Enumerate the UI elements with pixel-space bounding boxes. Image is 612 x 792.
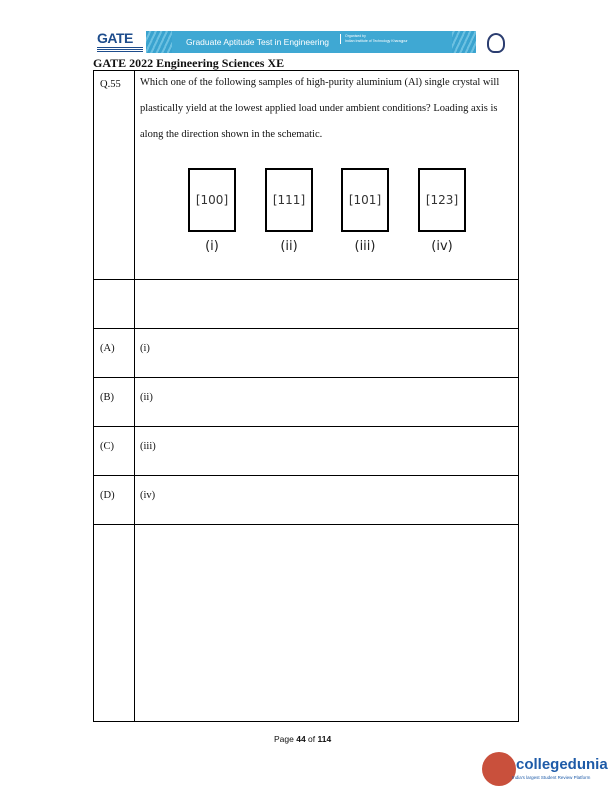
- page-of: of: [305, 734, 318, 744]
- collegedunia-mascot-icon: [482, 752, 516, 786]
- sample-label-iii: (iii): [354, 239, 376, 254]
- question-number: Q.55: [100, 79, 121, 90]
- organizer-label: Organised by: [345, 34, 366, 38]
- option-key: (D): [100, 490, 115, 501]
- option-b-row: [93, 377, 519, 427]
- page-number: [274, 734, 331, 744]
- sample-label-i: (i): [205, 239, 219, 254]
- collegedunia-brand: collegedunia: [516, 756, 608, 773]
- banner-organizer: [340, 34, 408, 44]
- sample-box-ii: [111]: [265, 168, 313, 232]
- sample-box-iii: [101]: [341, 168, 389, 232]
- option-d-row: [93, 475, 519, 525]
- banner-title: Graduate Aptitude Test in Engineering: [186, 37, 330, 47]
- option-key: (A): [100, 343, 115, 354]
- solution-row: [93, 524, 519, 722]
- collegedunia-tagline: India's largest Student Review Platform: [512, 775, 591, 780]
- sample-label-ii: (ii): [280, 239, 298, 254]
- sample-label-iv: (iv): [431, 239, 453, 254]
- option-text: (i): [140, 343, 150, 354]
- option-text: (iv): [140, 490, 156, 501]
- option-a-row: [93, 328, 519, 378]
- option-key: (C): [100, 441, 114, 452]
- iit-emblem-icon: [487, 33, 505, 53]
- gate-logo-subtext: [97, 46, 143, 52]
- current-page: 44: [296, 734, 306, 744]
- option-c-row: [93, 426, 519, 476]
- sample-box-i: [100]: [188, 168, 236, 232]
- organizer-name: Indian Institute of Technology Kharagpur: [345, 39, 408, 43]
- question-text: Which one of the following samples of high-purity aluminium (Al) single crystal will plastically yield at the lowest applied load under ambient conditions? Loading axis is along the direction shown in the schematic.: [140, 77, 500, 140]
- option-key: (B): [100, 392, 114, 403]
- document-title: GATE 2022 Engineering Sciences XE: [93, 56, 285, 70]
- empty-row: [93, 279, 519, 329]
- total-pages: 114: [317, 734, 332, 744]
- gate-logo: GATE: [97, 30, 133, 46]
- sample-box-iv: [123]: [418, 168, 466, 232]
- page-prefix: Page: [274, 734, 297, 744]
- option-text: (ii): [140, 392, 153, 403]
- option-text: (iii): [140, 441, 156, 452]
